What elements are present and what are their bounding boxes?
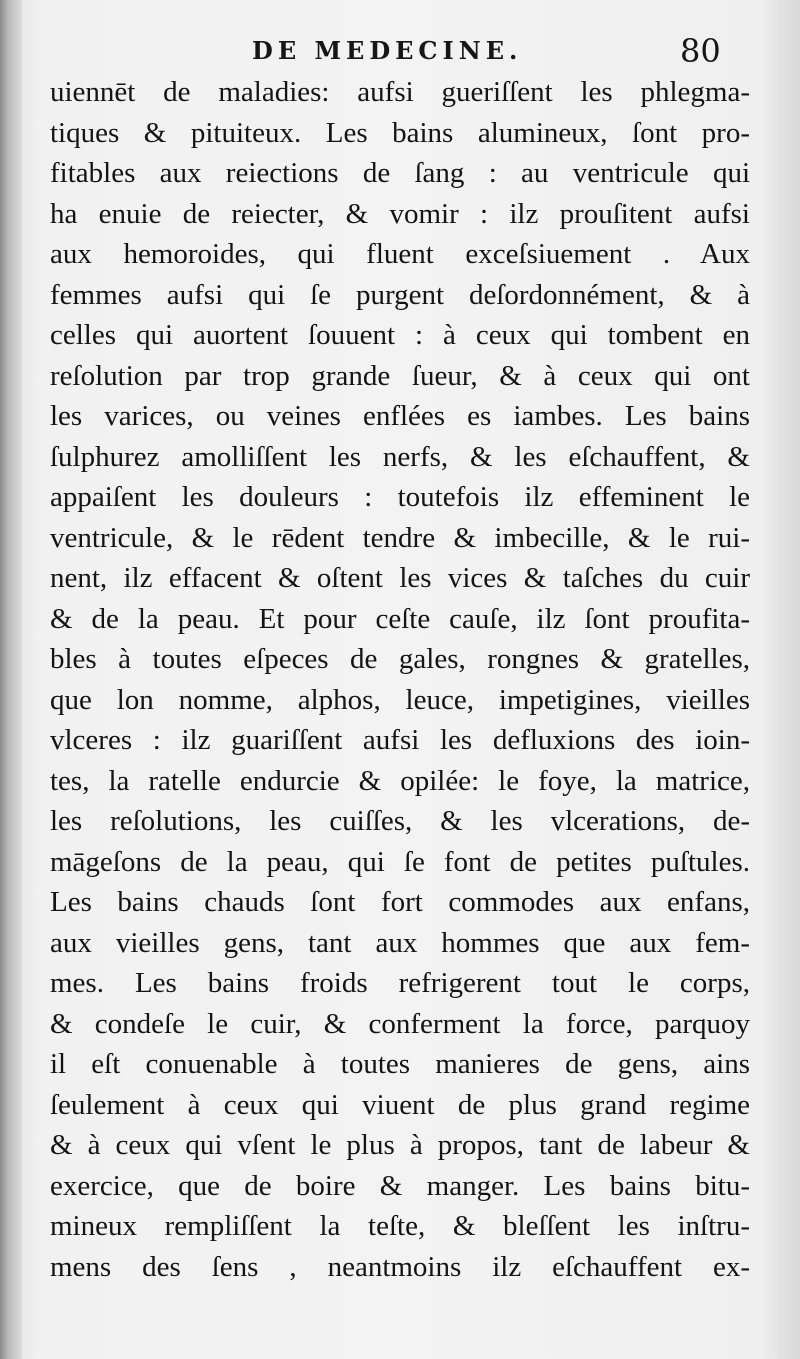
text-line: nent, ilz effacent & oſtent les vices & taſches du cuir [50, 562, 750, 594]
text-line: māgeſons de la peau, qui ſe font de petites puſtules. [50, 845, 750, 878]
text-line: mineux rempliſſent la teſte, & bleſſent les inſtru- [50, 1210, 750, 1242]
text-line: ha enuie de reiecter, & vomir : ilz prouſitent aufsi [50, 197, 750, 230]
text-line: les reſolutions, les cuiſſes, & les vlcerations, de- [50, 805, 750, 837]
text-line: femmes aufsi qui ſe purgent deſordonnément, & à [50, 278, 750, 311]
text-line: tes, la ratelle endurcie & opilée: le foye, la matrice, [50, 764, 750, 797]
page-gutter [0, 0, 22, 1359]
text-line: uiennēt de maladies: aufsi gueriſſent les phlegma- [50, 76, 750, 108]
text-line: ſeulement à ceux qui viuent de plus grand regime [50, 1088, 750, 1121]
text-line: fitables aux reiections de ſang : au ventricule qui [50, 157, 750, 189]
text-line: appaiſent les douleurs : toutefois ilz effeminent le [50, 481, 750, 513]
text-line: mens des ſens , neantmoins ilz eſchauffent ex- [50, 1250, 750, 1283]
text-line: Les bains chauds ſont fort commodes aux enfans, [50, 886, 750, 918]
body-text [50, 72, 750, 1287]
text-line: celles qui auortent ſouuent : à ceux qui tombent en [50, 319, 750, 351]
text-line: tiques & pituiteux. Les bains alumineux, ſont pro- [50, 116, 750, 149]
text-line: il eſt conuenable à toutes manieres de gens, ains [50, 1048, 750, 1080]
running-head: DE MEDECINE. [252, 36, 523, 65]
text-line: & de la peau. Et pour ceſte cauſe, ilz ſont proufita- [50, 602, 750, 635]
text-line: bles à toutes eſpeces de gales, rongnes & gratelles, [50, 643, 750, 675]
text-line: aux vieilles gens, tant aux hommes que aux fem- [50, 926, 750, 959]
text-line: mes. Les bains froids refrigerent tout le corps, [50, 967, 750, 999]
text-line: & condeſe le cuir, & conferment la force, parquoy [50, 1007, 750, 1040]
text-line: que lon nomme, alphos, leuce, impetigines, vieilles [50, 683, 750, 716]
text-line: exercice, que de boire & manger. Les bains bitu- [50, 1169, 750, 1202]
text-line: & à ceux qui vſent le plus à propos, tant de labeur & [50, 1129, 750, 1161]
text-line: reſolution par trop grande ſueur, & à ceux qui ont [50, 359, 750, 392]
text-line: ventricule, & le rēdent tendre & imbecille, & le rui- [50, 521, 750, 554]
text-line: aux hemoroides, qui fluent exceſsiuement . Aux [50, 238, 750, 270]
text-line: vlceres : ilz guariſſent aufsi les defluxions des ioin- [50, 724, 750, 756]
text-line: les varices, ou veines enflées es iambes. Les bains [50, 400, 750, 432]
text-line: ſulphurez amolliſſent les nerfs, & les eſchauffent, & [50, 440, 750, 473]
page-number: 80 [680, 32, 721, 70]
